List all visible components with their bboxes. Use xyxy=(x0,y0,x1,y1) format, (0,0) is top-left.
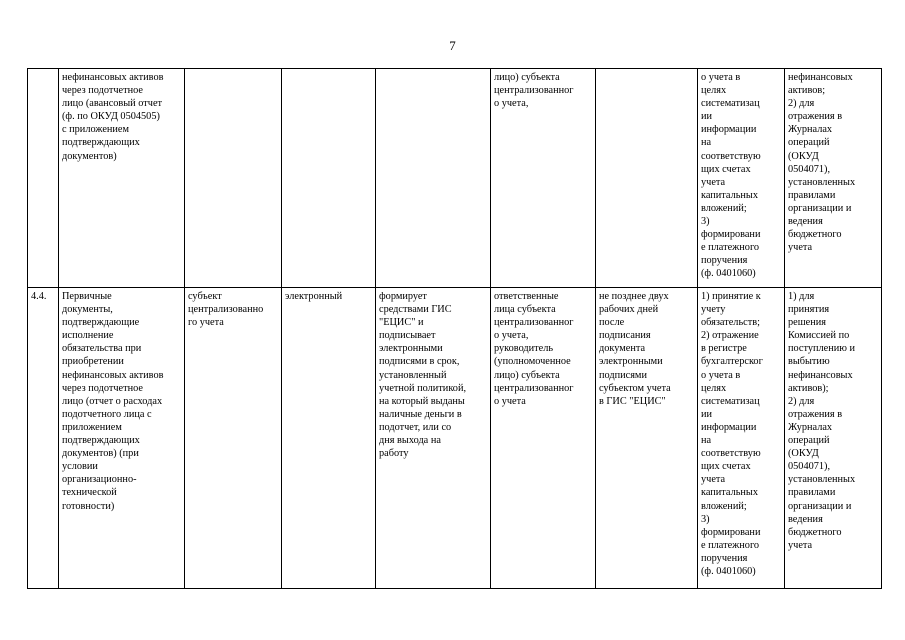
cell-text-line: о учета в xyxy=(701,72,741,83)
cell-text-line: через подотчетное xyxy=(62,85,143,97)
cell-text-line: е платежного xyxy=(701,539,760,551)
cell-text-line: учетной политикой, xyxy=(379,382,467,394)
cell-text-line: нефинансовых активов xyxy=(62,72,164,83)
cell-text-line: 1) для xyxy=(788,291,815,302)
cell-text-line: документов) xyxy=(62,150,117,162)
cell-text-line: субъектом учета xyxy=(599,382,671,394)
cell-text-line: бюджетного xyxy=(788,526,842,538)
cell-text-line: щих счетах xyxy=(701,461,751,473)
cell-text-line: документов) (при xyxy=(62,448,139,460)
cell-text-line: решения xyxy=(788,317,826,329)
cell-text-line: электронными xyxy=(379,343,443,355)
cell-text-line: приложением xyxy=(62,421,122,433)
cell-text-line: учета xyxy=(788,242,813,254)
table-cell-num xyxy=(28,288,59,589)
cell-text-line: "ЕЦИС" и xyxy=(379,317,424,329)
cell-text-line: соответствую xyxy=(701,448,761,460)
cell-text-line: учета xyxy=(701,474,726,486)
cell-text-line: организационно- xyxy=(62,474,137,486)
cell-text-line: подтверждающих xyxy=(62,137,140,149)
cell-text-line: отражения в xyxy=(788,408,843,420)
cell-text-line: подписывает xyxy=(379,330,436,342)
table-cell-action xyxy=(376,288,491,589)
cell-text-line: подписями в срок, xyxy=(379,356,460,368)
cell-text-line: приобретении xyxy=(62,356,124,368)
cell-text-line: на xyxy=(701,435,712,447)
cell-text-line: лицо) субъекта xyxy=(494,72,560,83)
cell-text-line: (ф. 0401060) xyxy=(701,268,756,280)
document-table xyxy=(27,68,882,589)
table-cell-action xyxy=(376,69,491,288)
cell-text-line: организации и xyxy=(788,500,852,512)
cell-text-line: поступлению и xyxy=(788,343,856,355)
cell-text-line: 0504071), xyxy=(788,461,831,473)
cell-text-line: организации и xyxy=(788,202,852,214)
cell-text-line: принятия xyxy=(788,304,830,316)
table-cell-format xyxy=(282,69,376,288)
cell-text-line: 4.4. xyxy=(31,291,47,302)
cell-text-line: нефинансовых активов xyxy=(62,369,164,381)
cell-text-line: 3) xyxy=(701,216,710,228)
cell-text-line: выбытию xyxy=(788,356,830,368)
cell-text-line: капитальных xyxy=(701,189,758,201)
cell-text-line: электронными xyxy=(599,356,663,368)
cell-text-line: поручения xyxy=(701,255,748,267)
cell-text-line: лицо) субъекта xyxy=(494,369,560,381)
cell-text-line: вложений; xyxy=(701,500,747,512)
table-cell-who xyxy=(185,288,282,589)
cell-text-line: ведения xyxy=(788,216,823,228)
table-cell-deadline xyxy=(596,288,698,589)
cell-text-line: документа xyxy=(599,343,646,355)
cell-text-line: подотчетного лица с xyxy=(62,408,152,420)
cell-text-line: активов); xyxy=(788,382,829,394)
cell-text-line: ответственные xyxy=(494,291,559,302)
cell-text-line: подтверждающих xyxy=(62,435,140,447)
cell-text-line: бюджетного xyxy=(788,229,842,241)
cell-text-line: нефинансовых xyxy=(788,72,853,83)
cell-text-line: отражения в xyxy=(788,111,843,123)
cell-text-line: информации xyxy=(701,421,757,433)
cell-text-line: с приложением xyxy=(62,124,129,136)
cell-text-line: 1) принятие к xyxy=(701,291,761,302)
cell-text-line: централизованног xyxy=(494,317,574,329)
cell-text-line: подотчет, или со xyxy=(379,421,452,433)
cell-text-line: Комиссией по xyxy=(788,330,850,342)
cell-text-line: го учета xyxy=(188,317,224,329)
cell-text-line: (ОКУД xyxy=(788,448,819,460)
cell-text-line: дня выхода на xyxy=(379,435,441,447)
cell-text-line: е платежного xyxy=(701,242,760,254)
cell-text-line: руководитель xyxy=(494,343,554,355)
cell-text-line: обязательств; xyxy=(701,317,760,329)
cell-text-line: систематизац xyxy=(701,395,760,407)
table-cell-doc xyxy=(59,288,185,589)
cell-text-line: щих счетах xyxy=(701,163,751,175)
cell-text-line: правилами xyxy=(788,189,836,201)
cell-text-line: на который выданы xyxy=(379,395,465,407)
table-row xyxy=(28,288,882,589)
table-cell-deadline xyxy=(596,69,698,288)
cell-text-line: централизованног xyxy=(494,382,574,394)
cell-text-line: операций xyxy=(788,435,830,447)
cell-text-line: учета xyxy=(788,539,813,551)
cell-text-line: электронный xyxy=(285,291,343,302)
table-cell-responsible xyxy=(491,288,596,589)
cell-text-line: о учета, xyxy=(494,330,529,342)
cell-text-line: рабочих дней xyxy=(599,304,659,316)
cell-text-line: исполнение xyxy=(62,330,114,342)
cell-text-line: после xyxy=(599,317,625,329)
cell-text-line: документы, xyxy=(62,304,113,316)
cell-text-line: не позднее двух xyxy=(599,291,669,302)
cell-text-line: (ф. 0401060) xyxy=(701,565,756,577)
cell-text-line: учета xyxy=(701,176,726,188)
cell-text-line: наличные деньги в xyxy=(379,408,462,420)
cell-text-line: 2) для xyxy=(788,395,815,407)
cell-text-line: о учета в xyxy=(701,369,741,381)
cell-text-line: поручения xyxy=(701,552,748,564)
cell-text-line: в ГИС "ЕЦИС" xyxy=(599,395,666,407)
cell-text-line: Первичные xyxy=(62,291,112,302)
cell-text-line: учету xyxy=(701,304,726,316)
cell-text-line: обязательства при xyxy=(62,343,142,355)
cell-text-line: лица субъекта xyxy=(494,304,556,316)
cell-text-line: операций xyxy=(788,137,830,149)
table-cell-purpose2 xyxy=(785,288,882,589)
cell-text-line: систематизац xyxy=(701,98,760,110)
cell-text-line: формирует xyxy=(379,291,427,302)
cell-text-line: средствами ГИС xyxy=(379,304,452,316)
cell-text-line: подтверждающие xyxy=(62,317,140,329)
cell-text-line: ии xyxy=(701,111,713,123)
cell-text-line: целях xyxy=(701,382,727,394)
cell-text-line: подписями xyxy=(599,369,647,381)
cell-text-line: установленных xyxy=(788,474,856,486)
cell-text-line: подписания xyxy=(599,330,651,342)
table-cell-num xyxy=(28,69,59,288)
table-row xyxy=(28,69,882,288)
cell-text-line: информации xyxy=(701,124,757,136)
cell-text-line: субъект xyxy=(188,291,222,302)
cell-text-line: соответствую xyxy=(701,150,761,162)
cell-text-line: в регистре xyxy=(701,343,747,355)
cell-text-line: нефинансовых xyxy=(788,369,853,381)
cell-text-line: ведения xyxy=(788,513,823,525)
cell-text-line: активов; xyxy=(788,85,826,97)
cell-text-line: (ОКУД xyxy=(788,150,819,162)
cell-text-line: готовности) xyxy=(62,500,115,512)
table-cell-purpose1 xyxy=(698,288,785,589)
table-cell-doc xyxy=(59,69,185,288)
cell-text-line: технической xyxy=(62,487,117,499)
cell-text-line: 0504071), xyxy=(788,163,831,175)
cell-text-line: (ф. по ОКУД 0504505) xyxy=(62,111,160,123)
cell-text-line: бухгалтерског xyxy=(701,356,763,368)
cell-text-line: централизованног xyxy=(494,85,574,97)
cell-text-line: через подотчетное xyxy=(62,382,143,394)
cell-text-line: ии xyxy=(701,408,713,420)
cell-text-line: 3) xyxy=(701,513,710,525)
cell-text-line: формировани xyxy=(701,526,761,538)
cell-text-line: Журналах xyxy=(788,124,833,136)
cell-text-line: о учета xyxy=(494,395,526,407)
cell-text-line: 2) для xyxy=(788,98,815,110)
table-cell-responsible xyxy=(491,69,596,288)
cell-text-line: установленных xyxy=(788,176,856,188)
cell-text-line: о учета, xyxy=(494,98,529,110)
cell-text-line: (уполномоченное xyxy=(494,356,571,368)
cell-text-line: работу xyxy=(379,448,409,460)
table-cell-who xyxy=(185,69,282,288)
cell-text-line: централизованно xyxy=(188,304,264,316)
cell-text-line: 2) отражение xyxy=(701,330,759,342)
cell-text-line: лицо (авансовый отчет xyxy=(62,98,163,110)
table-cell-purpose2 xyxy=(785,69,882,288)
cell-text-line: целях xyxy=(701,85,727,97)
cell-text-line: вложений; xyxy=(701,202,747,214)
cell-text-line: правилами xyxy=(788,487,836,499)
cell-text-line: лицо (отчет о расходах xyxy=(62,395,163,407)
cell-text-line: формировани xyxy=(701,229,761,241)
cell-text-line: на xyxy=(701,137,712,149)
table-cell-purpose1 xyxy=(698,69,785,288)
table-cell-format xyxy=(282,288,376,589)
cell-text-line: условии xyxy=(62,461,98,473)
page-number: 7 xyxy=(449,38,456,53)
cell-text-line: капитальных xyxy=(701,487,758,499)
cell-text-line: установленный xyxy=(379,369,447,381)
cell-text-line: Журналах xyxy=(788,421,833,433)
